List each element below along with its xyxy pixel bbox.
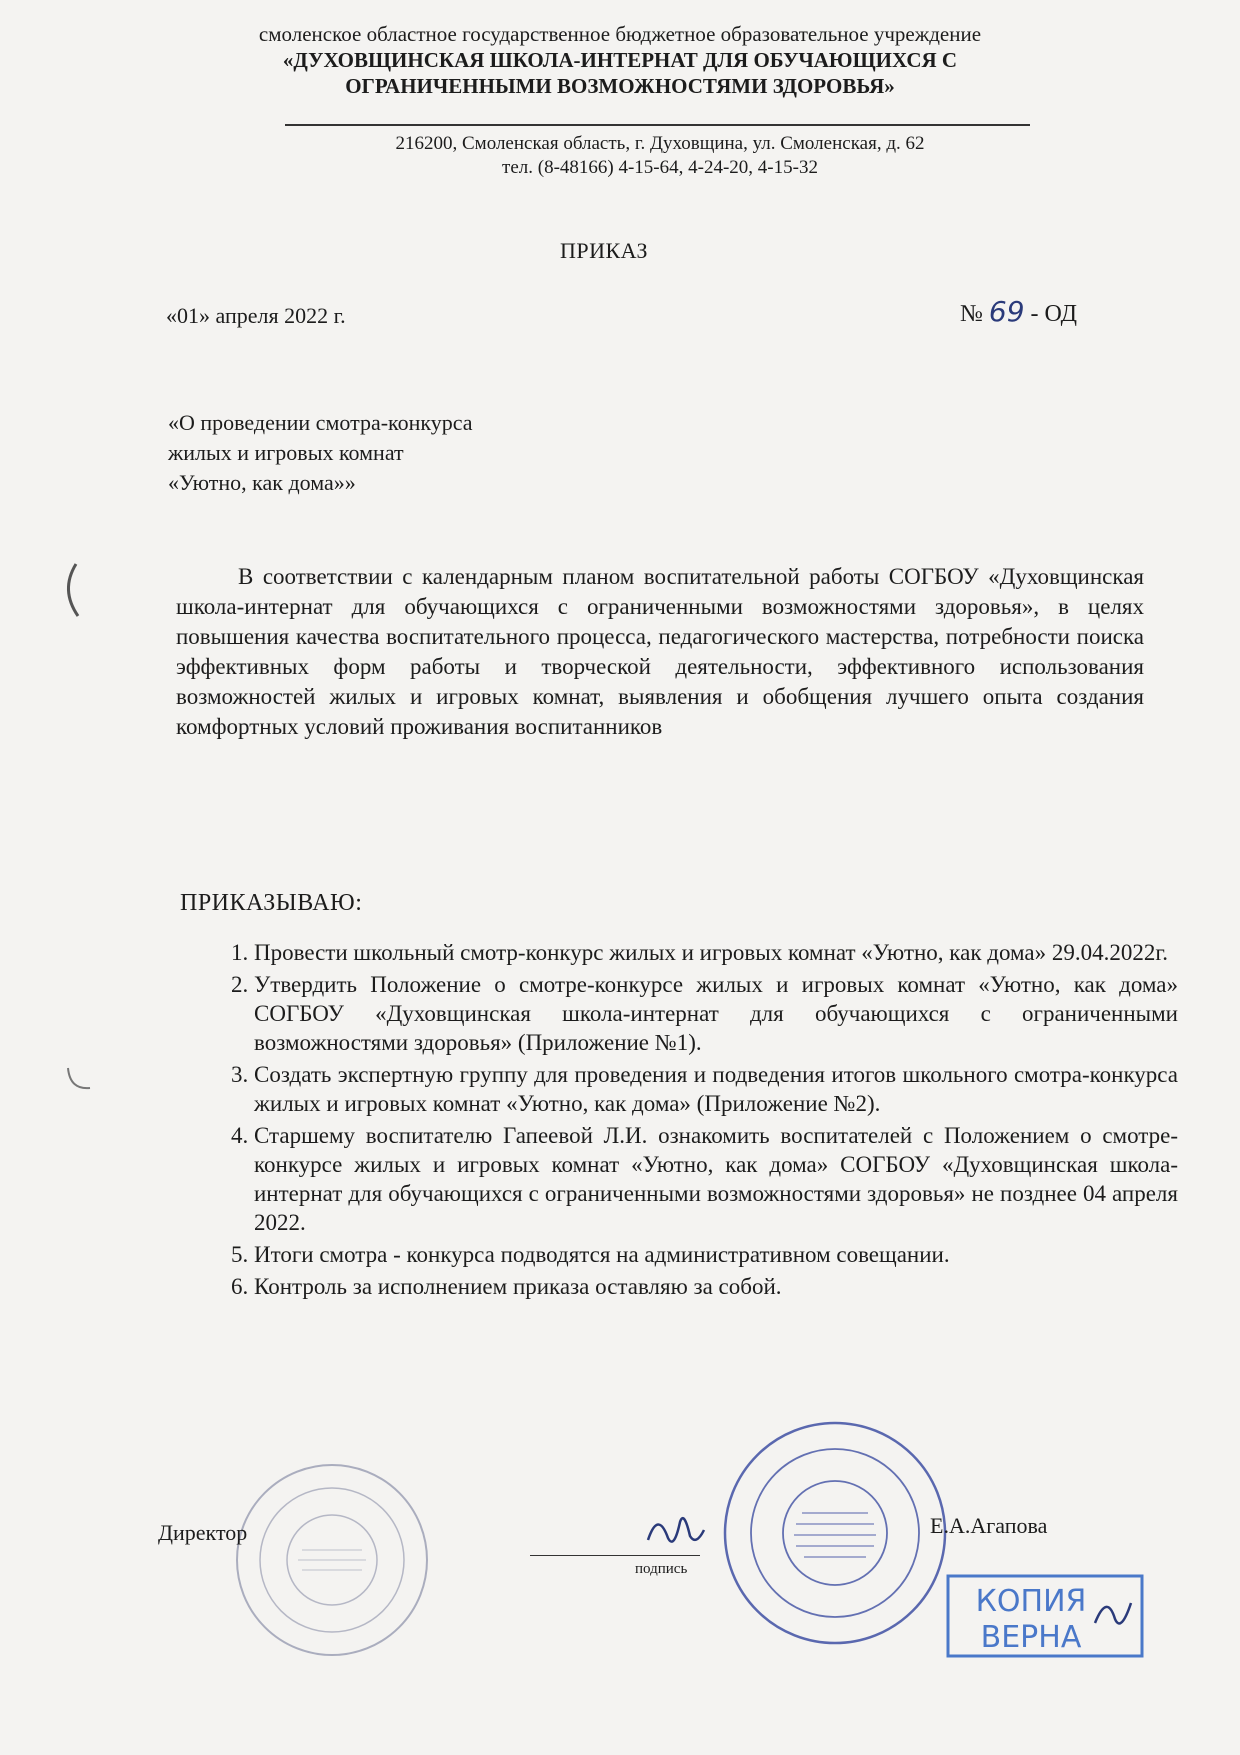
number-prefix: № [960, 301, 983, 327]
document-number [960, 295, 1077, 328]
handwritten-signature-icon [640, 1500, 710, 1560]
punch-mark-icon [56, 560, 86, 620]
org-name-line-1: «ДУХОВЩИНСКАЯ ШКОЛА-ИНТЕРНАТ ДЛЯ ОБУЧАЮЩИХСЯ С [282, 48, 958, 72]
letterhead-divider [285, 124, 1030, 126]
number-handwritten: 69 [988, 295, 1025, 328]
round-seal-icon [232, 1460, 432, 1660]
official-seal-icon [720, 1418, 950, 1648]
copy-certified-stamp-icon [945, 1573, 1145, 1659]
list-item: 3. Создать экспертную группу для проведения и подведения итогов школьного смотра-конкурса жилых и игровых комнат «Уютно, как дома» (Приложение №2). [254, 1060, 1178, 1118]
org-type-line: смоленское областное государственное бюджетное образовательное учреждение [258, 22, 982, 46]
document-title: ПРИКАЗ [560, 238, 649, 263]
order-subject [168, 408, 473, 498]
director-name: Е.А.Агапова [930, 1513, 1048, 1538]
preamble-paragraph [176, 562, 1144, 742]
subject-line: жилых и игровых комнат [168, 440, 404, 465]
order-heading: ПРИКАЗЫВАЮ: [180, 890, 363, 916]
subject-line: «О проведении смотра-конкурса [168, 410, 473, 435]
punch-mark-icon [62, 1060, 92, 1100]
copy-stamp-line-2: ВЕРНА [980, 1620, 1082, 1655]
letterhead-address [290, 132, 1030, 180]
list-item: 2. Утвердить Положение о смотре-конкурсе жилых и игровых комнат «Уютно, как дома» СОГБОУ «Духовщинская школа-интернат для обучающихся с ограниченными возможностями здоровья» (Приложение №1). [254, 970, 1178, 1057]
list-item: 6. Контроль за исполнением приказа оставляю за собой. [254, 1272, 1178, 1301]
list-item: 1. Провести школьный смотр-конкурс жилых и игровых комнат «Уютно, как дома» 29.04.2022г. [254, 938, 1178, 967]
list-item: 4. Старшему воспитателю Гапеевой Л.И. ознакомить воспитателей с Положением о смотре-конкурсе жилых и игровых комнат «Уютно, как дома» СОГБОУ «Духовщинская школа-интернат для обучающихся с ограниченными возможностями здоровья» не позднее 04 апреля 2022. [254, 1121, 1178, 1237]
order-items-list [222, 938, 1178, 1304]
copy-stamp-line-1: КОПИЯ [975, 1584, 1087, 1619]
letterhead [190, 22, 1050, 99]
address-line: 216200, Смоленская область, г. Духовщина, ул. Смоленская, д. 62 [395, 133, 925, 154]
document-date: «01» апреля 2022 г. [166, 303, 346, 328]
signature-caption: подпись [635, 1561, 688, 1577]
phones-line: тел. (8-48166) 4-15-64, 4-24-20, 4-15-32 [502, 157, 818, 178]
org-name-line-2: ОГРАНИЧЕННЫМИ ВОЗМОЖНОСТЯМИ ЗДОРОВЬЯ» [345, 74, 895, 98]
list-item: 5. Итоги смотра - конкурса подводятся на административном совещании. [254, 1240, 1178, 1269]
preamble-text: В соответствии с календарным планом воспитательной работы СОГБОУ «Духовщинская школа-интернат для обучающихся с ограниченными возможностями здоровья», в целях повышения качества воспитательного процесса, педагогического мастерства, потребности поиска эффективных форм работы и творческой деятельности, эффективного использования возможностей жилых и игровых комнат, выявления и обобщения лучшего опыта создания комфортных условий проживания воспитанников [176, 564, 1144, 739]
subject-line: «Уютно, как дома»» [168, 470, 356, 495]
director-label: Директор [158, 1520, 248, 1545]
number-suffix: - ОД [1030, 301, 1078, 327]
